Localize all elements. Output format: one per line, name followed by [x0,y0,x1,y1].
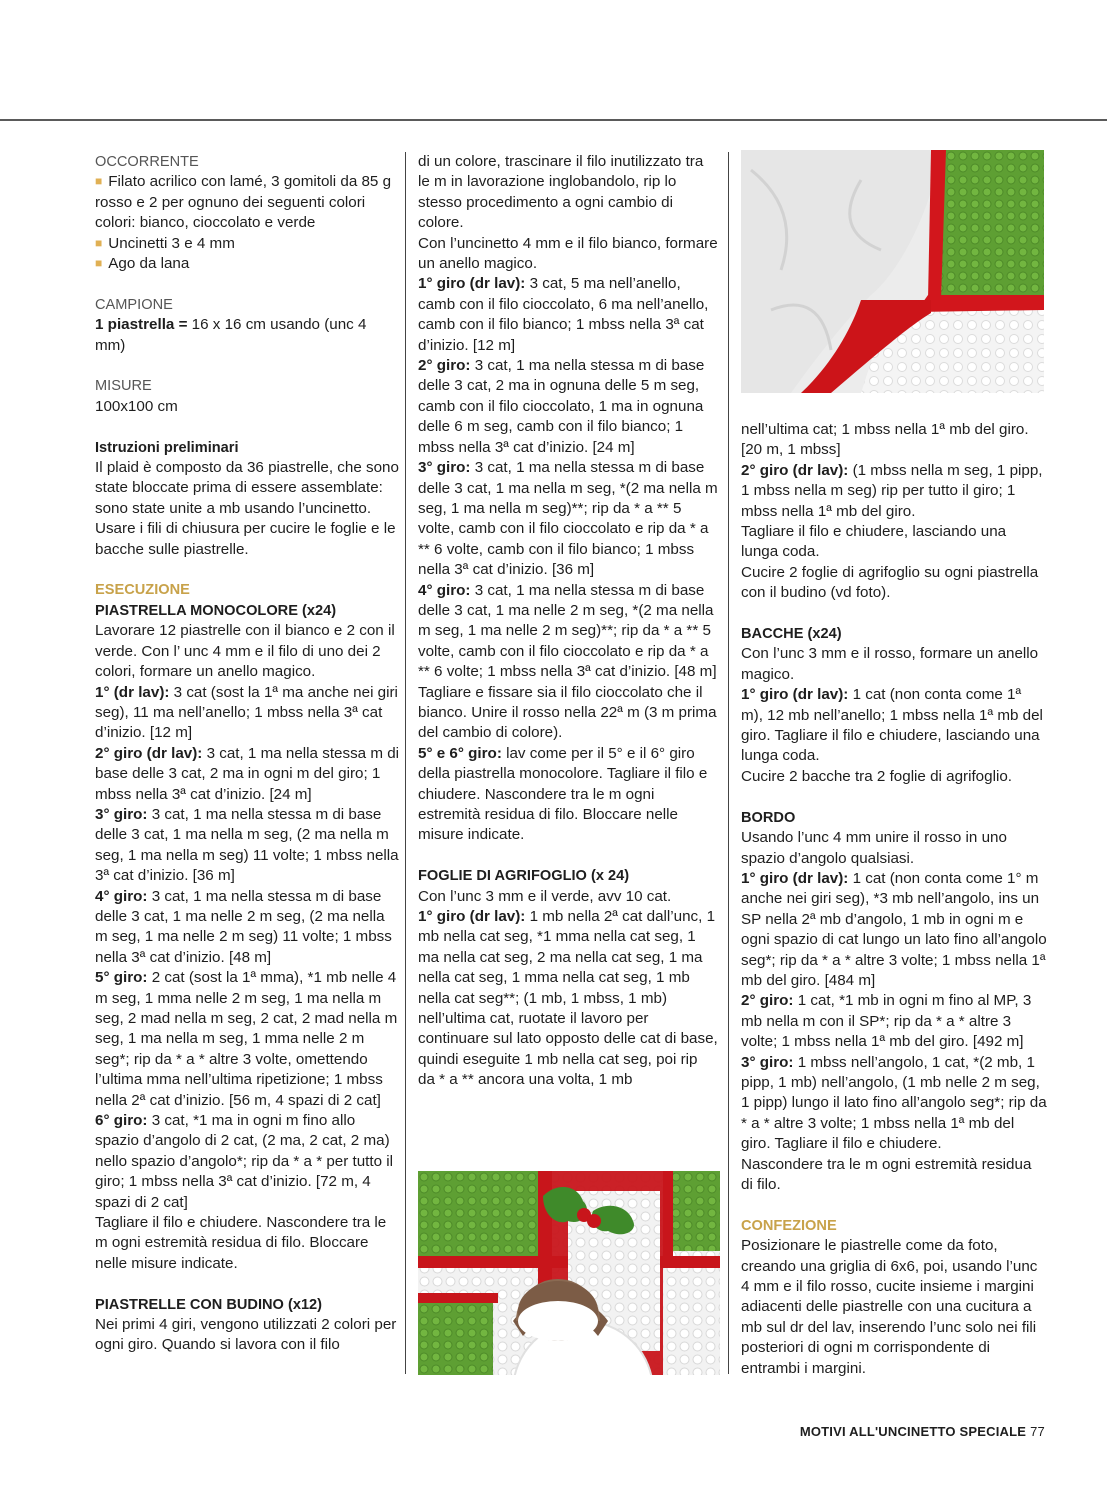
foglie-continued: nell’ultima cat; 1 mbss nella 1ª mb del giro. [20 m, 1 mbss] [741,421,1029,459]
budino-continued: di un colore, trascinare il filo inutilizzato tra le m in lavorazione inglobandolo, rip lo stesso procedimento a ogni cambio di colore. [418,153,704,232]
page-footer [800,1424,1045,1439]
foglie-title: FOGLIE DI AGRIFOGLIO (x 24) [418,868,630,885]
column-divider [405,152,406,1374]
page-number: 77 [1030,1424,1045,1439]
bacche-end: Cucire 2 bacche tra 2 foglie di agrifoglio. [741,767,1012,785]
misure-label: MISURE [95,378,152,395]
round-instruction: 3° giro: 3 cat, 1 ma nella stessa m di base delle 3 cat, 1 ma nella m seg, (2 ma nella m seg, 1 ma nella m seg) 11 volte; 1 mbss nella 3ª cat d’inizio. [36 m] [95,805,399,885]
bordo-intro: Usando l’unc 4 mm unire il rosso in uno spazio d’angolo qualsiasi. [741,829,1007,867]
section-confezione: CONFEZIONE [741,1217,837,1234]
materials-item: ■ Ago da lana [95,254,400,274]
confezione-text: Posizionare le piastrelle come da foto, creando una griglia di 6x6, poi, usando l’unc 4 mm e il filo rosso, cucite insieme i margini adiacenti delle piastrelle con una cucitura a mb sul dr del lav, inserendo l’unc solo nei fili posteriori di ogni m corrispondente di entrambi i margini. [741,1237,1038,1377]
magazine-title: MOTIVI ALL'UNCINETTO SPECIALE [799,1424,1027,1439]
column-2 [418,152,718,1091]
foglie-intro: Con l’unc 3 mm e il verde, avv 10 cat. [418,887,672,905]
round-instruction: 2° giro (dr lav): (1 mbss nella m seg, 1 pipp, 1 mbss nella m seg) rip per tutto il giro; 1 mbss nella 1ª mb del giro. [741,461,1043,520]
bordo-end: Nascondere tra le m ogni estremità residua di filo. [741,1155,1032,1193]
round-instruction: 3° giro: 3 cat, 1 ma nella stessa m di base delle 3 cat, 1 ma nella m seg, *(2 ma nella m seg, 1 ma nella m seg)**; rip da * a ** 5 volte, camb con il filo cioccolato e rip da * a ** 6 volte, camb con il filo bianco; 1 mbss nella 3ª cat d’inizio. [36 m] [418,459,718,579]
round-instruction: 5° e 6° giro: lav come per il 5° e il 6° giro della piastrella monocolore. Tagliare il filo e chiudere. Nascondere tra le m ogni estremità residua di filo. Bloccare nelle misure indicate. [418,744,708,844]
prelim-title: Istruzioni preliminari [95,439,239,456]
round-instruction: 4° giro: 3 cat, 1 ma nella stessa m di base delle 3 cat, 1 ma nelle 2 m seg, *(2 ma nella m seg, 1 ma nelle 2 m seg)**; rip da * a ** 5 volte, camb con il filo cioccolato e rip da * a ** 6 volte; 1 mbss nella 3ª cat d’inizio. [48 m] [418,581,717,681]
round-instruction: 1° giro (dr lav): 1 mb nella 2ª cat dall’unc, 1 mb nella cat seg, *1 mma nella cat seg, 1 ma nella cat seg, 2 ma nella cat seg, 1 ma nella cat seg, 1 mma nella cat seg, 1 mb nella cat seg**; (1 mb, 1 mbss, 1 mb) nell’ultima cat, ruotate il lavoro per continuare sul lato opposto delle cat di base, quindi eseguite 1 mb nella cat seg, poi rip da * a ** ancora una volta, 1 mb [418,908,718,1089]
column-divider [728,152,729,1374]
column-3 [741,420,1047,1379]
round-instruction: 1° giro (dr lav): 1 cat (non conta come 1ª m), 12 mb nell’anello; 1 mbss nella 1ª mb del giro. Tagliare il filo e chiudere, lasciando una lunga coda. [741,686,1043,765]
budino-intro: Nei primi 4 giri, vengono utilizzati 2 colori per ogni giro. Quando si lavora con il filo [95,1316,397,1354]
round-instruction: 1° giro (dr lav): 1 cat (non conta come 1° m anche nei giri seg), *3 mb nell’angolo, ins un SP nella 2ª mb d’angolo, 1 mb in ogni m e ogni spazio di cat lungo un lato fino all’angolo seg*; rip da * a * altre 3 volte; 1 mbss nella 1ª mb del giro. [484 m] [741,869,1047,989]
budino-start: Con l’uncinetto 4 mm e il filo bianco, formare un anello magico. [418,234,718,273]
round-instruction: 2° giro: 1 cat, *1 mb in ogni m fino al MP, 3 mb nella m con il SP*; rip da * a * altre 3 volte; 1 mbss nella 1ª mb del giro. [492 m] [741,992,1032,1051]
campione-label: CAMPIONE [95,296,173,313]
bacche-title: BACCHE (x24) [741,626,842,643]
round-instruction: 3° giro: 1 mbss nell’angolo, 1 cat, *(2 mb, 1 pipp, 1 mb) nell’angolo, (1 mb nelle 2 m seg, 1 pipp) lungo il lato fino all’angolo seg*; rip da * a * altre 3 volte; 1 mbss nella 1ª mb del giro. Tagliare il filo e chiudere. [741,1053,1047,1153]
crochet-photo-corner [741,150,1044,393]
mono-intro: Lavorare 12 piastrelle con il bianco e 2 con il verde. Con l’ unc 4 mm e il filo di uno dei 2 colori, formare un anello magico. [95,622,395,681]
foglie-sew: Cucire 2 foglie di agrifoglio su ogni piastrella con il budino (vd foto). [741,563,1039,602]
round-instruction: 4° giro: 3 cat, 1 ma nella stessa m di base delle 3 cat, 1 ma nelle 2 m seg, (2 ma nella m seg, 1 ma nelle 2 m seg) 11 volte; 1 mbss nella 3ª cat d’inizio. [48 m] [95,887,392,966]
misure-text: 100x100 cm [95,397,178,415]
section-esecuzione: ESECUZIONE [95,582,190,599]
column-1 [95,152,400,1356]
round-instruction: 1° giro (dr lav): 3 cat, 5 ma nell’anello, camb con il filo cioccolato, 6 ma nell’anello, camb con il filo bianco; 1 mbss nella 3ª cat d’inizio. [12 m] [418,275,709,354]
budino-title: PIASTRELLE CON BUDINO (x12) [95,1296,323,1313]
bacche-intro: Con l’unc 3 mm e il rosso, formare un anello magico. [741,645,1039,683]
round-instruction: 5° giro: 2 cat (sost la 1ª mma), *1 mb nelle 4 m seg, 1 mma nelle 2 m seg, 1 ma nella m seg, 2 mad nella m seg, 2 cat, 2 mad nella m seg, 1 ma nella m seg, 1 mma nelle 2 m seg*; rip da * a * altre 3 volte, omettendo l’ultima mma nell’ultima ripetizione; 1 mbss nella 2ª cat d’inizio. [56 m, 4 spazi di 2 cat] [95,969,398,1109]
round-instruction: 6° giro: 3 cat, *1 ma in ogni m fino allo spazio d’angolo di 2 cat, (2 ma, 2 cat, 2 ma) nello spazio d’angolo*; rip da * a * per tutto il giro; 1 mbss nella 3ª cat d’inizio. [72 m, 4 spazi di 2 cat] [95,1112,394,1211]
materials-item: ■ Uncinetti 3 e 4 mm [95,234,400,254]
round-instruction: 2° giro (dr lav): 3 cat, 1 ma nella stessa m di base delle 3 cat, 2 ma in ogni m del giro; 1 mbss nella 3ª cat d’inizio. [24 m] [95,744,400,803]
mono-title: PIASTRELLA MONOCOLORE (x24) [95,602,337,619]
materials-item: ■ Filato acrilico con lamé, 3 gomitoli da 85 g rosso e 2 per ognuno dei seguenti colori colori: bianco, cioccolato e verde [95,172,400,233]
tagliare-text: Tagliare e fissare sia il filo cioccolato che il bianco. Unire il rosso nella 22ª m (3 m prima del cambio di colore). [418,683,717,742]
top-rule [0,119,1107,121]
prelim-text: Il plaid è composto da 36 piastrelle, che sono state bloccate prima di essere assemblate: sono state unite a mb usando l’uncinetto. Usare i fili di chiusura per cucire le foglie e le bacche sulle piastrelle. [95,459,399,558]
bordo-title: BORDO [741,809,796,826]
crochet-photo-pudding [418,1171,720,1375]
campione-text: 1 piastrella = 16 x 16 cm usando (unc 4 mm) [95,316,367,354]
occorrente-label: OCCORRENTE [95,154,199,170]
mono-end: Tagliare il filo e chiudere. Nascondere tra le m ogni estremità residua di filo. Bloccare nelle misure indicate. [95,1214,387,1272]
round-instruction: 1° (dr lav): 3 cat (sost la 1ª ma anche nei giri seg), 11 ma nell’anello; 1 mbss nella 3ª cat d’inizio. [12 m] [95,683,398,742]
round-instruction: 2° giro: 3 cat, 1 ma nella stessa m di base delle 3 cat, 2 ma in ognuna delle 5 m seg, camb con il filo cioccolato, 1 ma in ognuna delle 6 m seg, camb con il filo bianco; 1 mbss nella 3ª cat d’inizio. [24 m] [418,357,705,456]
foglie-end: Tagliare il filo e chiudere, lasciando una lunga coda. [741,523,1007,561]
